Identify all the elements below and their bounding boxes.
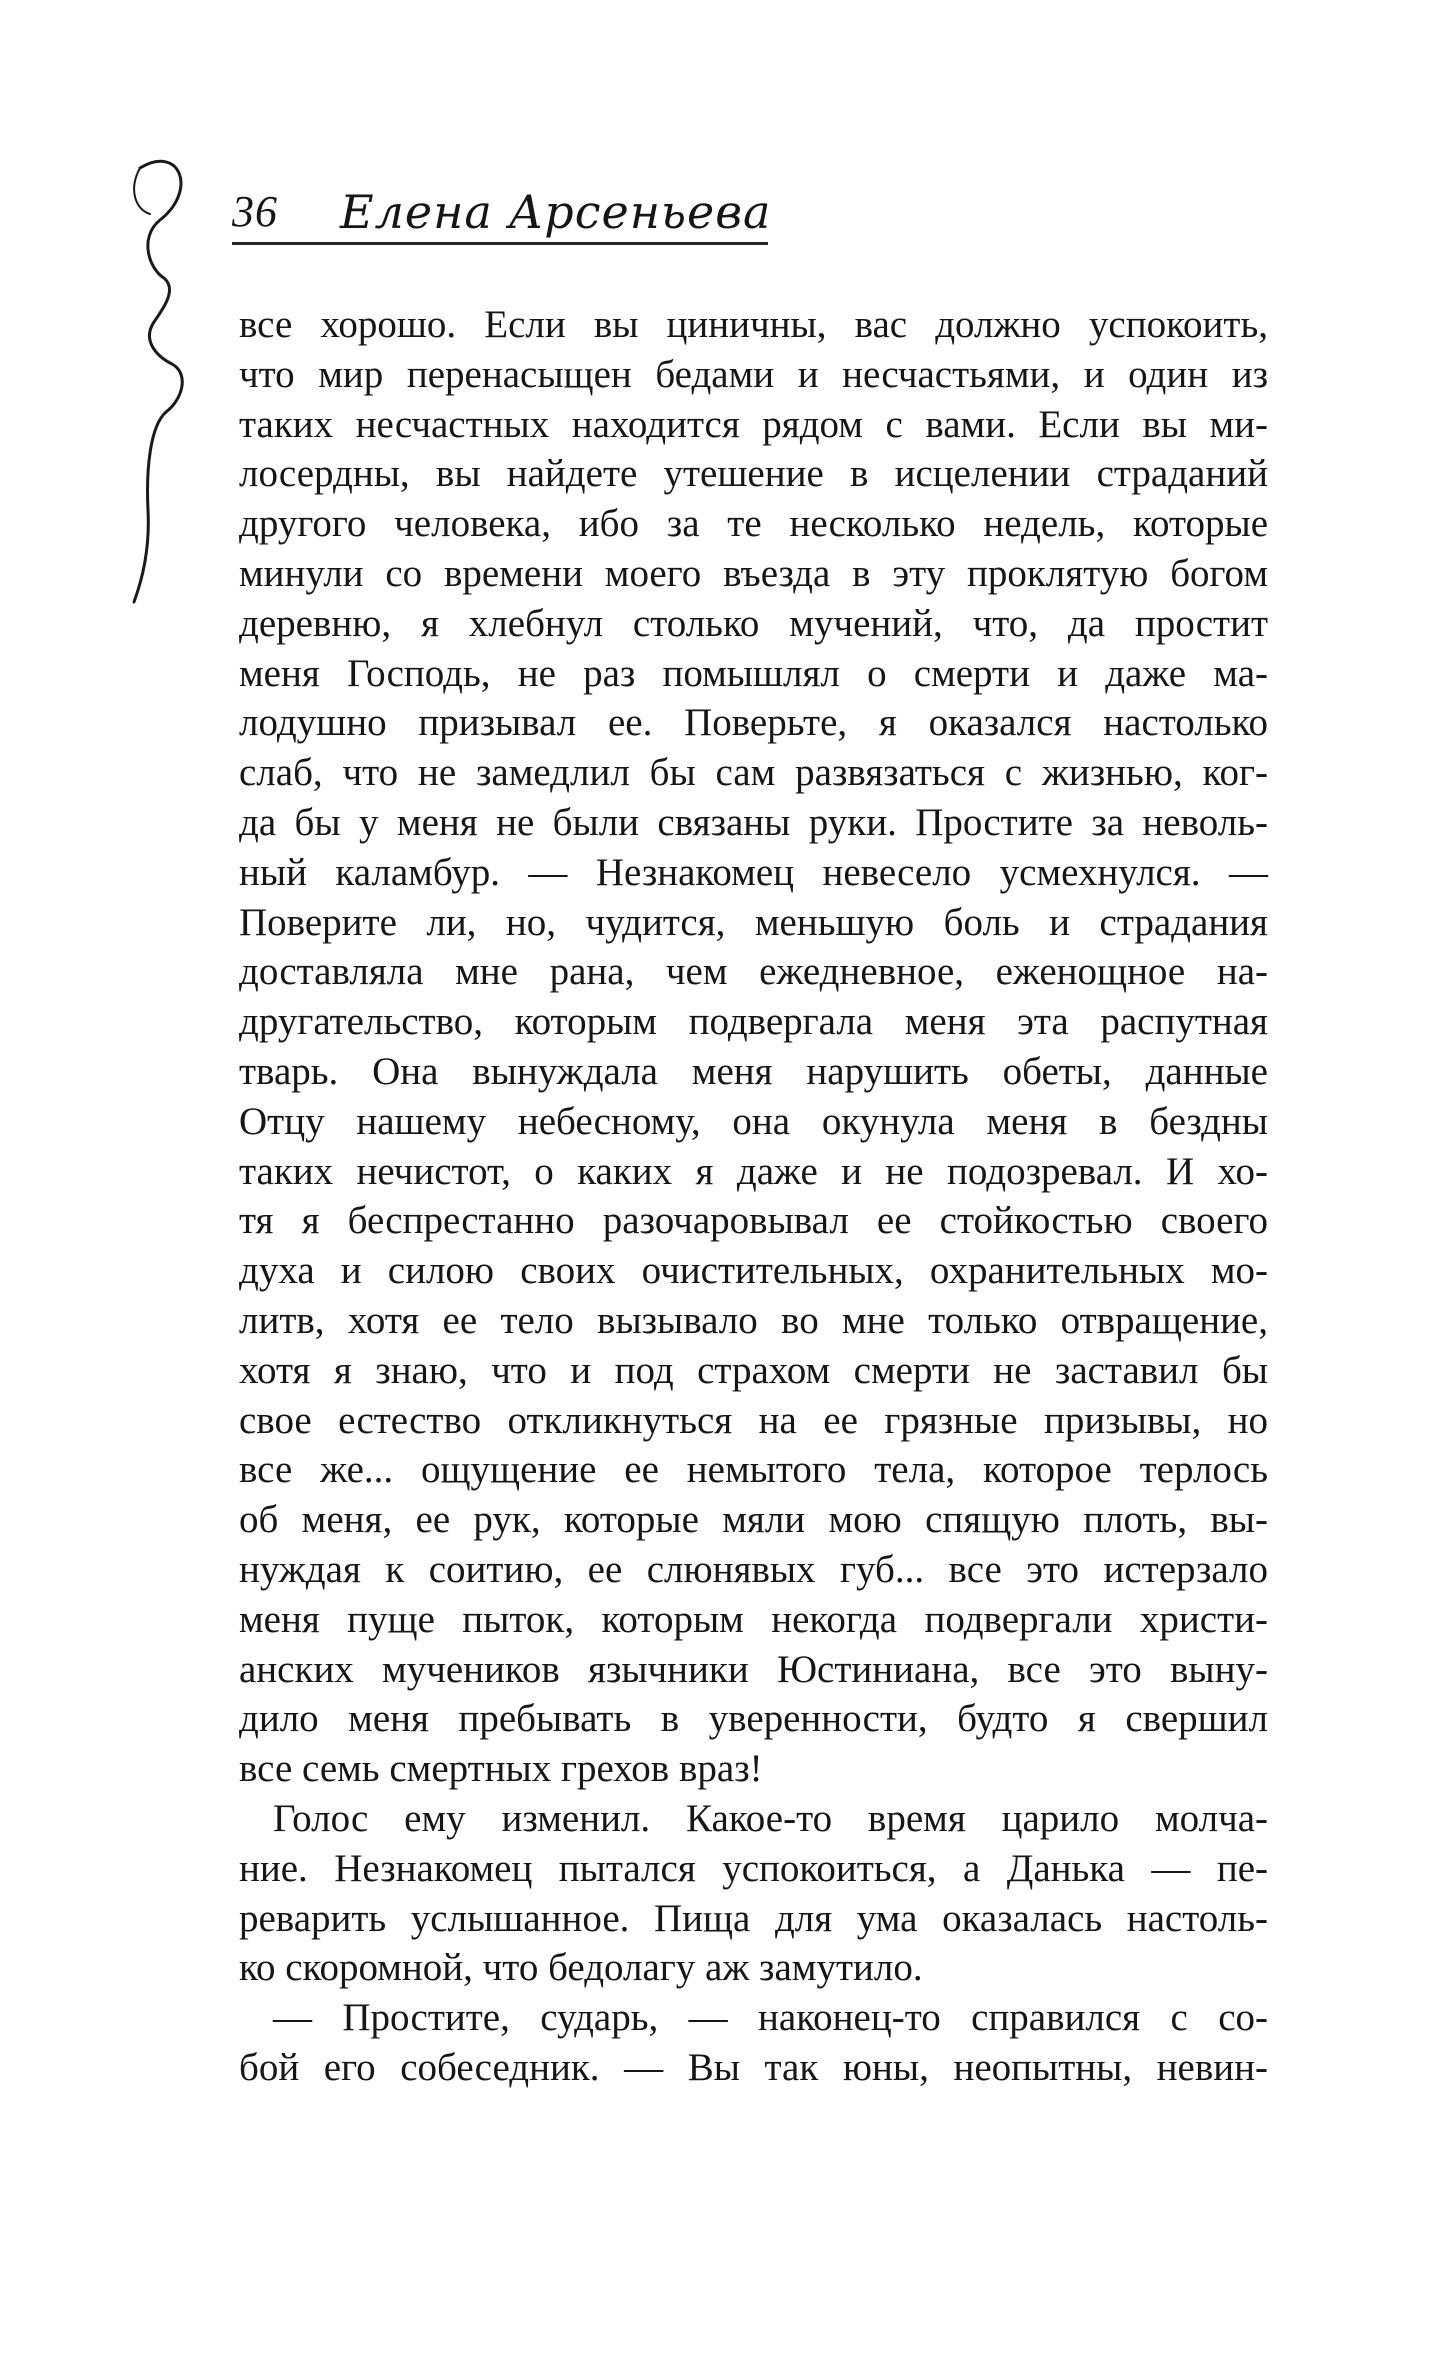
text-line: литв, хотя ее тело вызывало во мне только отвращение, — [239, 1298, 1268, 1342]
text-line: доставляла мне рана, чем ежедневное, еженощное на- — [239, 950, 1268, 994]
text-line: об меня, ее рук, которые мяли мою спящую плоть, вы- — [239, 1498, 1268, 1542]
text-line: другательство, которым подвергала меня эта распутная — [239, 1000, 1268, 1044]
text-line: дило меня пребывать в уверенности, будто я свершил — [239, 1697, 1268, 1741]
text-line: нуждая к соитию, ее слюнявых губ... все это истерзало — [239, 1547, 1268, 1591]
text-line: лосердны, вы найдете утешение в исцелении страданий — [239, 452, 1268, 496]
text-line: ко скоромной, что бедолагу аж замутило. — [239, 1946, 923, 1990]
text-line: Отцу нашему небесному, она окунула меня в бездны — [239, 1099, 1268, 1143]
text-line: бой его собеседник. — Вы так юны, неопытны, невин- — [239, 2045, 1268, 2089]
text-line: хотя я знаю, что и под страхом смерти не заставил бы — [239, 1348, 1268, 1392]
text-line: тварь. Она вынуждала меня нарушить обеты, данные — [239, 1049, 1268, 1093]
text-line: тя я беспрестанно разочаровывал ее стойкостью своего — [239, 1199, 1268, 1243]
text-line: деревню, я хлебнул столько мучений, что, да простит — [239, 601, 1268, 645]
text-line: слаб, что не замедлил бы сам развязаться с жизнью, ког- — [239, 751, 1268, 795]
page-number: 36 — [232, 187, 278, 236]
text-line: — Простите, сударь, — наконец-то справился с со- — [273, 1996, 1268, 2040]
header-rule — [232, 242, 768, 245]
decorative-flourish-icon — [120, 150, 240, 610]
text-line: анских мучеников язычники Юстиниана, все это выну- — [239, 1647, 1268, 1691]
text-line: ный каламбур. — Незнакомец невесело усмехнулся. — — [239, 850, 1268, 894]
text-line: лодушно призывал ее. Поверьте, я оказался настолько — [239, 701, 1268, 745]
text-line: все семь смертных грехов враз! — [239, 1747, 763, 1791]
text-line: ние. Незнакомец пытался успокоиться, а Данька — пе- — [239, 1846, 1268, 1890]
text-line: да бы у меня не были связаны руки. Простите за неволь- — [239, 800, 1268, 844]
text-line: минули со времени моего въезда в эту проклятую богом — [239, 551, 1268, 595]
text-line: что мир перенасыщен бедами и несчастьями, и один из — [239, 352, 1268, 396]
text-line: все хорошо. Если вы циничны, вас должно успокоить, — [239, 303, 1268, 346]
text-line: таких нечистот, о каких я даже и не подозревал. И хо- — [239, 1149, 1268, 1193]
text-line: духа и силою своих очистительных, охранительных мо- — [239, 1249, 1268, 1293]
author-name: Елена Арсеньева — [340, 185, 772, 239]
text-line: все же... ощущение ее немытого тела, которое терлось — [239, 1448, 1268, 1492]
text-line: Голос ему изменил. Какое-то время царило молча- — [273, 1796, 1268, 1840]
body-text — [239, 300, 1268, 2093]
text-line: свое естество откликнуться на ее грязные призывы, но — [239, 1398, 1268, 1442]
text-line: меня Господь, не раз помышлял о смерти и даже ма- — [239, 651, 1268, 695]
text-line: реварить услышанное. Пища для ума оказалась настоль- — [239, 1896, 1268, 1940]
text-line: Поверите ли, но, чудится, меньшую боль и страдания — [239, 900, 1268, 944]
text-line: таких несчастных находится рядом с вами. Если вы ми- — [239, 402, 1268, 446]
text-line: другого человека, ибо за те несколько недель, которые — [239, 502, 1268, 546]
text-line: меня пуще пыток, которым некогда подвергали христи- — [239, 1597, 1268, 1641]
running-header — [232, 186, 772, 256]
